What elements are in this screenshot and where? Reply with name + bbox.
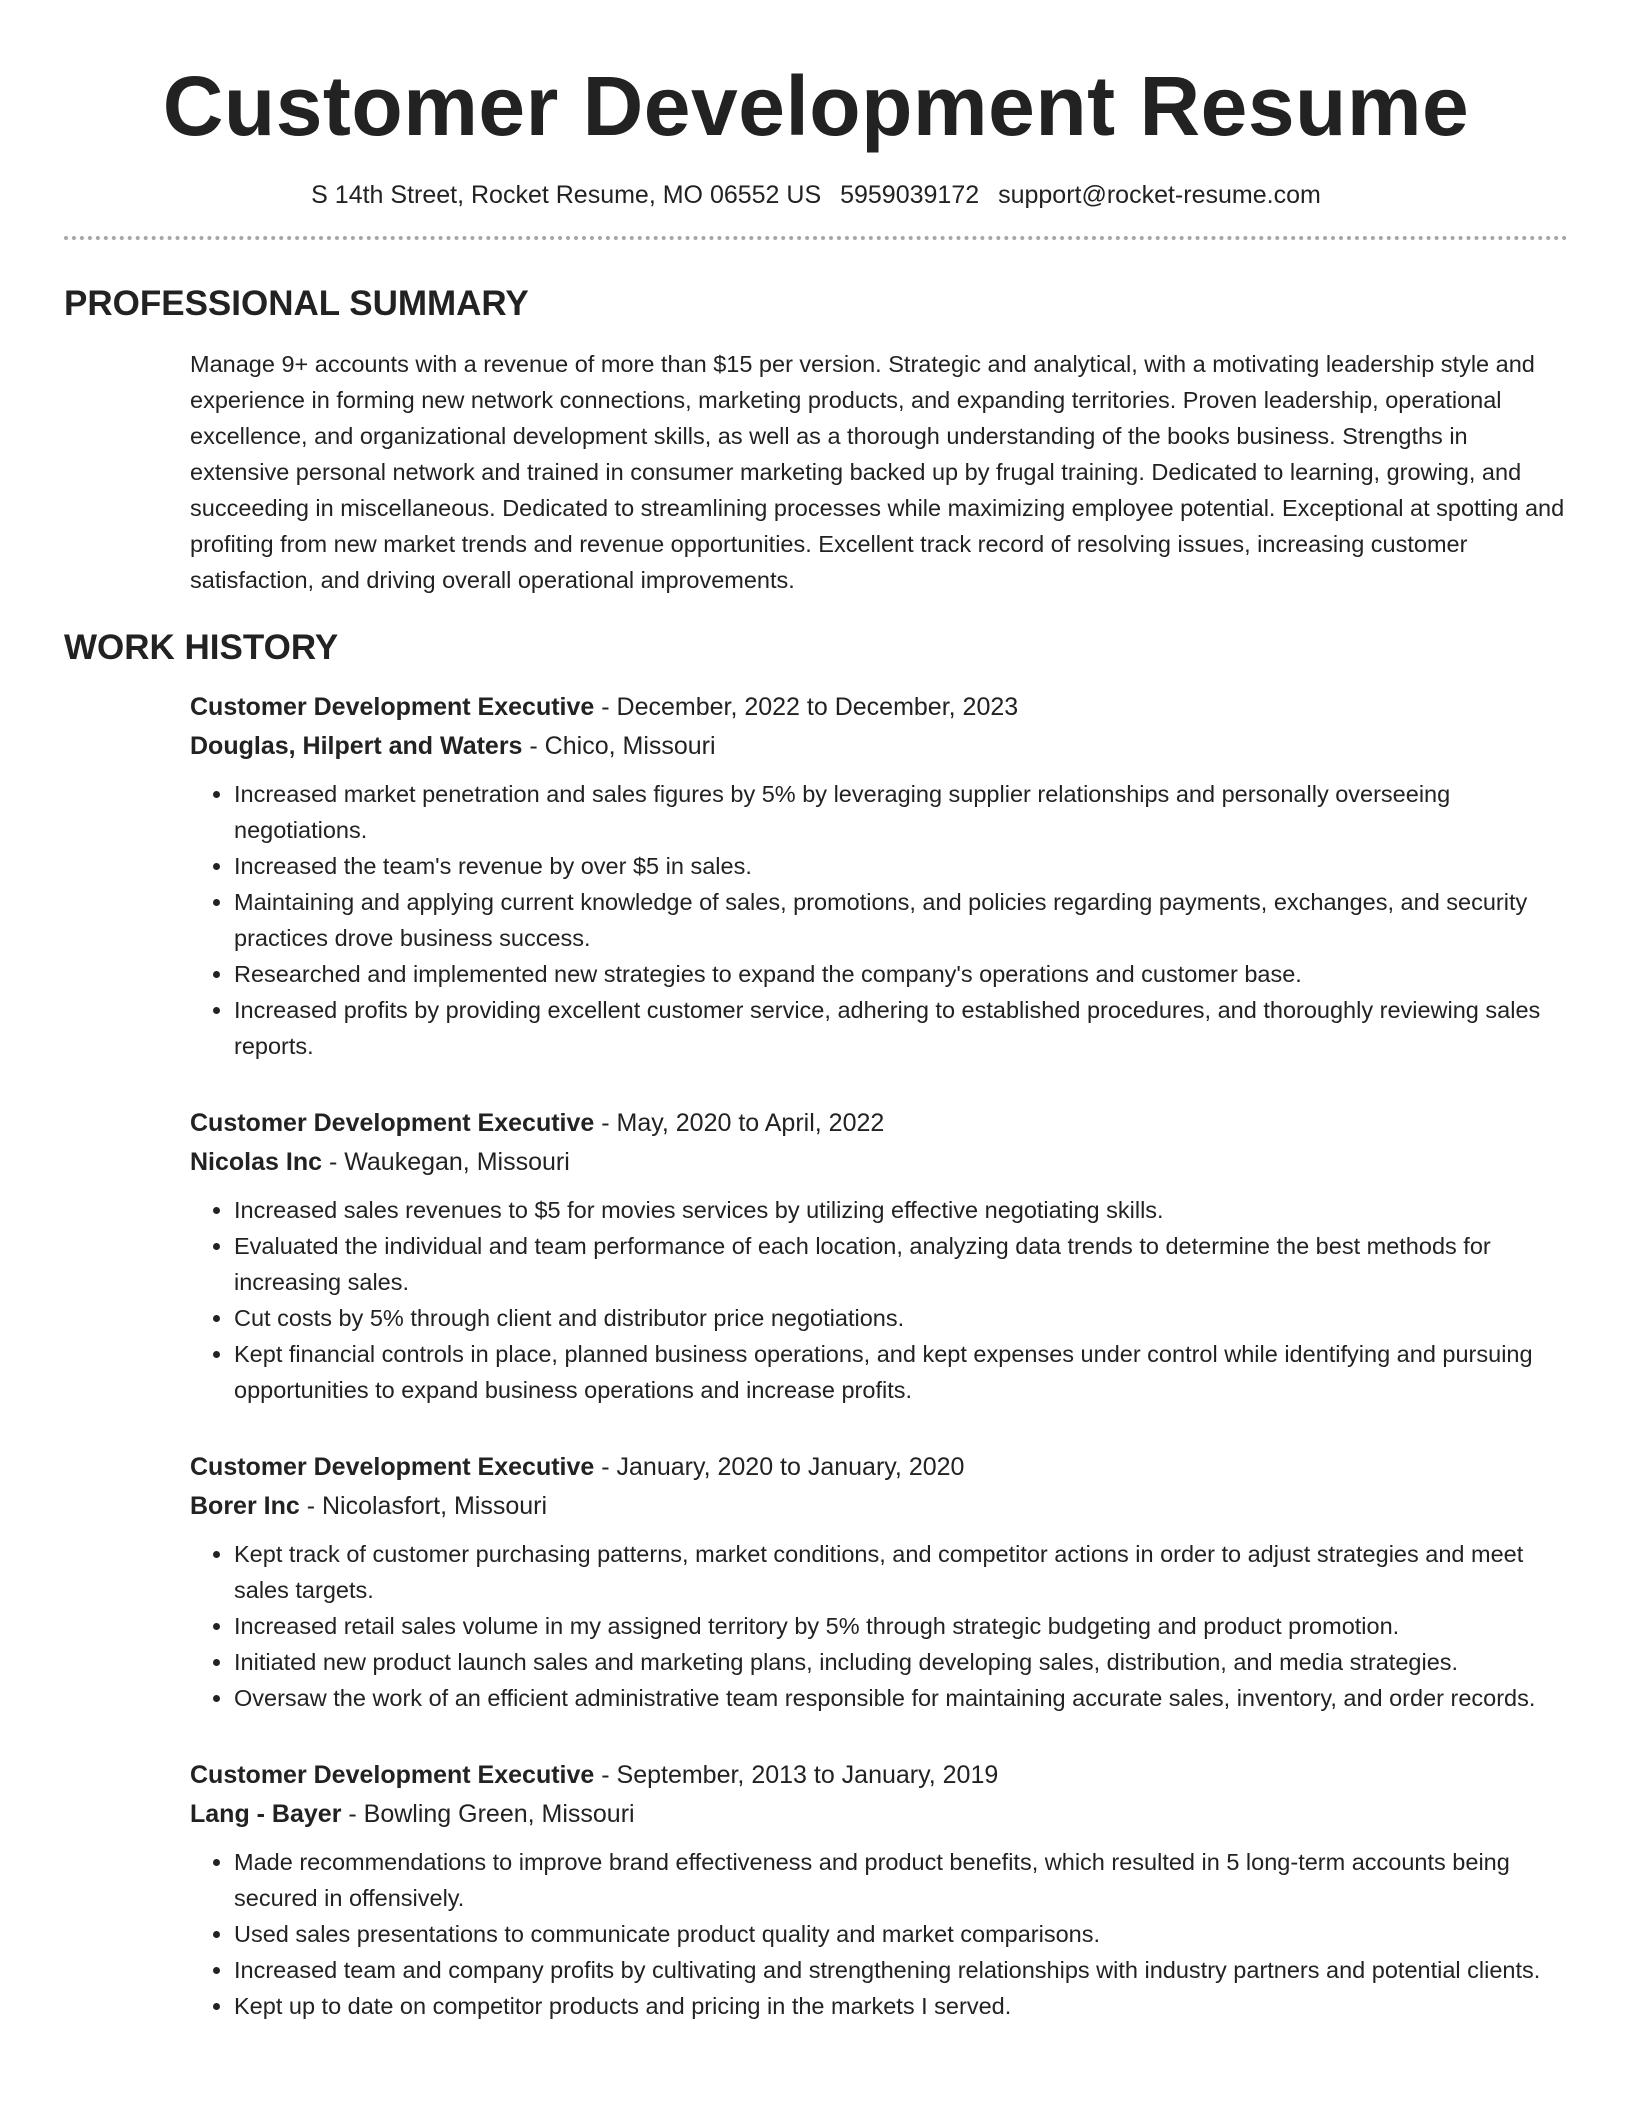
summary-heading: PROFESSIONAL SUMMARY — [64, 284, 529, 323]
job-role-line — [190, 1448, 1568, 1487]
job-dates: - January, 2020 to January, 2020 — [594, 1453, 965, 1481]
job-bullet: • Initiated new product launch sales and marketing plans, including developing sales, distribution, and media strategies. — [234, 1644, 1568, 1680]
job-role: Customer Development Executive — [190, 1109, 595, 1137]
job-bullet: • Increased retail sales volume in my assigned territory by 5% through strategic budgeting and product promotion. — [234, 1608, 1568, 1644]
job-bullet: • Maintaining and applying current knowledge of sales, promotions, and policies regarding payments, exchanges, and security practices drove business success. — [234, 884, 1568, 956]
job-bullet: • Increased market penetration and sales figures by 5% by leveraging supplier relationships and personally overseeing negotiations. — [234, 776, 1568, 848]
job-company-line — [190, 1487, 1568, 1526]
job-company-line — [190, 1795, 1568, 1834]
summary-text: Manage 9+ accounts with a revenue of more than $15 per version. Strategic and analytical, with a motivating leadership style and experience in forming new network connections, marketing products, and expanding territories. Proven leadership, operational excellence, and organizational development skills, as well as a thorough understanding of the books business. Strengths in extensive personal network and trained in consumer marketing backed up by frugal training. Dedicated to learning, growing, and succeeding in miscellaneous. Dedicated to streamlining processes while maximizing employee potential. Exceptional at spotting and profiting from new market trends and revenue opportunities. Excellent track record of resolving issues, increasing customer satisfaction, and driving overall operational improvements. — [190, 351, 1565, 593]
job-bullet: • Increased the team's revenue by over $5 in sales. — [234, 848, 1568, 884]
job-role-line — [190, 688, 1568, 727]
job-entry — [190, 1448, 1568, 1716]
job-company: Lang - Bayer — [190, 1800, 342, 1828]
job-company-line — [190, 727, 1568, 766]
work-history-heading: WORK HISTORY — [64, 628, 339, 667]
job-bullet: • Cut costs by 5% through client and distributor price negotiations. — [234, 1300, 1568, 1336]
job-location: - Bowling Green, Missouri — [341, 1800, 635, 1828]
contact-email: support@rocket-resume.com — [998, 181, 1321, 209]
contact-address: S 14th Street, Rocket Resume, MO 06552 US — [311, 181, 822, 209]
job-location: - Chico, Missouri — [522, 732, 716, 760]
resume-title: Customer Development Resume — [162, 59, 1470, 153]
job-company: Nicolas Inc — [190, 1148, 322, 1176]
contact-phone: 5959039172 — [840, 181, 980, 209]
job-role: Customer Development Executive — [190, 1761, 595, 1789]
job-bullet: • Used sales presentations to communicate product quality and market comparisons. — [234, 1916, 1568, 1952]
job-entry — [190, 1104, 1568, 1408]
work-history-list — [190, 688, 1568, 2024]
job-bullets — [190, 1192, 1568, 1408]
job-company: Douglas, Hilpert and Waters — [190, 732, 523, 760]
job-bullets — [190, 776, 1568, 1064]
job-entry — [190, 1756, 1568, 2024]
job-dates: - May, 2020 to April, 2022 — [594, 1109, 885, 1137]
job-role: Customer Development Executive — [190, 693, 595, 721]
job-bullet: • Made recommendations to improve brand effectiveness and product benefits, which resulted in 5 long-term accounts being secured in offensively. — [234, 1844, 1568, 1916]
job-location: - Nicolasfort, Missouri — [299, 1492, 548, 1520]
job-entry — [190, 688, 1568, 1064]
job-role-line — [190, 1756, 1568, 1795]
job-bullet: • Increased sales revenues to $5 for movies services by utilizing effective negotiating skills. — [234, 1192, 1568, 1228]
job-bullet: • Kept up to date on competitor products and pricing in the markets I served. — [234, 1988, 1568, 2024]
job-role-line — [190, 1104, 1568, 1143]
job-company-line — [190, 1143, 1568, 1182]
job-bullets — [190, 1844, 1568, 2024]
job-bullet: • Increased profits by providing excellent customer service, adhering to established procedures, and thoroughly reviewing sales reports. — [234, 992, 1568, 1064]
job-bullet: • Kept track of customer purchasing patterns, market conditions, and competitor actions in order to adjust strategies and meet sales targets. — [234, 1536, 1568, 1608]
job-company: Borer Inc — [190, 1492, 300, 1520]
job-role: Customer Development Executive — [190, 1453, 595, 1481]
resume-page — [64, 0, 1568, 2064]
job-dates: - September, 2013 to January, 2019 — [594, 1761, 999, 1789]
job-location: - Waukegan, Missouri — [322, 1148, 570, 1176]
job-bullet: • Increased team and company profits by cultivating and strengthening relationships with industry partners and potential clients. — [234, 1952, 1568, 1988]
job-dates: - December, 2022 to December, 2023 — [594, 693, 1019, 721]
job-bullet: • Researched and implemented new strategies to expand the company's operations and customer base. — [234, 956, 1568, 992]
job-bullets — [190, 1536, 1568, 1716]
job-bullet: • Oversaw the work of an efficient administrative team responsible for maintaining accurate sales, inventory, and order records. — [234, 1680, 1568, 1716]
header-divider — [64, 236, 1568, 240]
job-bullet: • Evaluated the individual and team performance of each location, analyzing data trends to determine the best methods for increasing sales. — [234, 1228, 1568, 1300]
contact-line — [64, 180, 1568, 210]
job-bullet: • Kept financial controls in place, planned business operations, and kept expenses under control while identifying and pursuing opportunities to expand business operations and increase profits. — [234, 1336, 1568, 1408]
